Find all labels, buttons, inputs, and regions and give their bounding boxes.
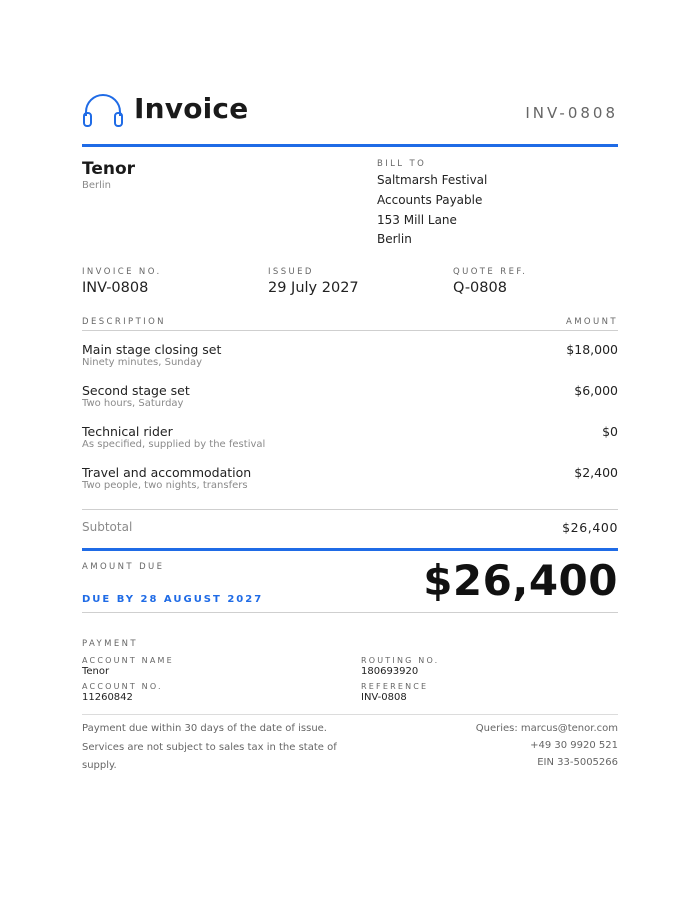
ein-number: EIN 33-5005266 xyxy=(537,757,618,768)
amount-header: AMOUNT xyxy=(565,317,618,327)
bill-to-line: Berlin xyxy=(377,232,412,247)
issued-label: ISSUED xyxy=(268,267,314,277)
line-item-detail: As specified, supplied by the festival xyxy=(82,439,266,450)
due-date: DUE BY 28 AUGUST 2027 xyxy=(82,594,264,605)
line-item xyxy=(82,424,618,450)
bill-to-address xyxy=(377,171,487,250)
line-item-detail: Two people, two nights, transfers xyxy=(82,480,248,491)
amount-due-label: AMOUNT DUE xyxy=(82,562,165,572)
bill-to-label: BILL TO xyxy=(377,159,427,169)
line-item-name: Technical rider xyxy=(82,424,173,439)
payment-terms-note xyxy=(82,720,352,776)
amount-due-bottom-divider xyxy=(82,612,618,613)
queries-email: Queries: marcus@tenor.com xyxy=(475,723,618,734)
account-name-value: Tenor xyxy=(82,666,110,677)
quote-ref-label: QUOTE REF. xyxy=(453,267,528,277)
line-item-name: Second stage set xyxy=(82,383,190,398)
subtotal-value: $26,400 xyxy=(562,520,618,535)
line-item xyxy=(82,342,618,368)
note-line: Payment due within 30 days of the date of issue. xyxy=(82,723,327,734)
bill-to-line: Accounts Payable xyxy=(377,192,483,207)
note-line: supply. xyxy=(82,760,117,771)
note-line: Services are not subject to sales tax in the state of xyxy=(82,741,337,753)
line-item-amount: $0 xyxy=(602,424,618,439)
table-header-divider xyxy=(82,330,618,331)
payment-heading: PAYMENT xyxy=(82,639,138,649)
line-item-detail: Two hours, Saturday xyxy=(82,398,184,409)
reference-value: INV-0808 xyxy=(361,692,407,703)
bill-to-line: 153 Mill Lane xyxy=(377,212,457,227)
account-name-label: ACCOUNT NAME xyxy=(82,656,174,665)
amount-due-value: $26,400 xyxy=(423,556,618,605)
invoice-no-value: INV-0808 xyxy=(82,280,149,296)
quote-ref-value: Q-0808 xyxy=(453,280,507,296)
reference-label: REFERENCE xyxy=(361,682,429,691)
header-invoice-number: INV-0808 xyxy=(525,104,618,122)
line-item-detail: Ninety minutes, Sunday xyxy=(82,357,203,368)
amount-due-divider xyxy=(82,548,618,551)
contact-info xyxy=(476,720,618,771)
description-header: DESCRIPTION xyxy=(82,317,166,327)
subtotal-label: Subtotal xyxy=(82,520,133,534)
footer-divider xyxy=(82,714,618,715)
line-item-amount: $2,400 xyxy=(574,465,618,480)
line-item-name: Main stage closing set xyxy=(82,342,222,357)
routing-value: 180693920 xyxy=(361,666,419,677)
account-no-value: 11260842 xyxy=(82,692,133,703)
subtotal-divider xyxy=(82,509,618,510)
phone-number: +49 30 9920 521 xyxy=(530,740,618,751)
sender-name: Tenor xyxy=(82,159,136,179)
bill-to-line: Saltmarsh Festival xyxy=(377,173,488,187)
line-item xyxy=(82,465,618,491)
line-item-name: Travel and accommodation xyxy=(82,465,252,480)
line-item-amount: $6,000 xyxy=(574,383,618,398)
account-no-label: ACCOUNT NO. xyxy=(82,682,163,691)
line-item xyxy=(82,383,618,409)
sender-city: Berlin xyxy=(82,180,112,191)
header-divider xyxy=(82,144,618,147)
line-item-amount: $18,000 xyxy=(566,342,618,357)
headphones-icon xyxy=(82,92,124,130)
issued-value: 29 July 2027 xyxy=(268,280,359,296)
invoice-title: Invoice xyxy=(134,92,249,125)
invoice-no-label: INVOICE NO. xyxy=(82,267,162,277)
routing-label: ROUTING NO. xyxy=(361,656,440,665)
